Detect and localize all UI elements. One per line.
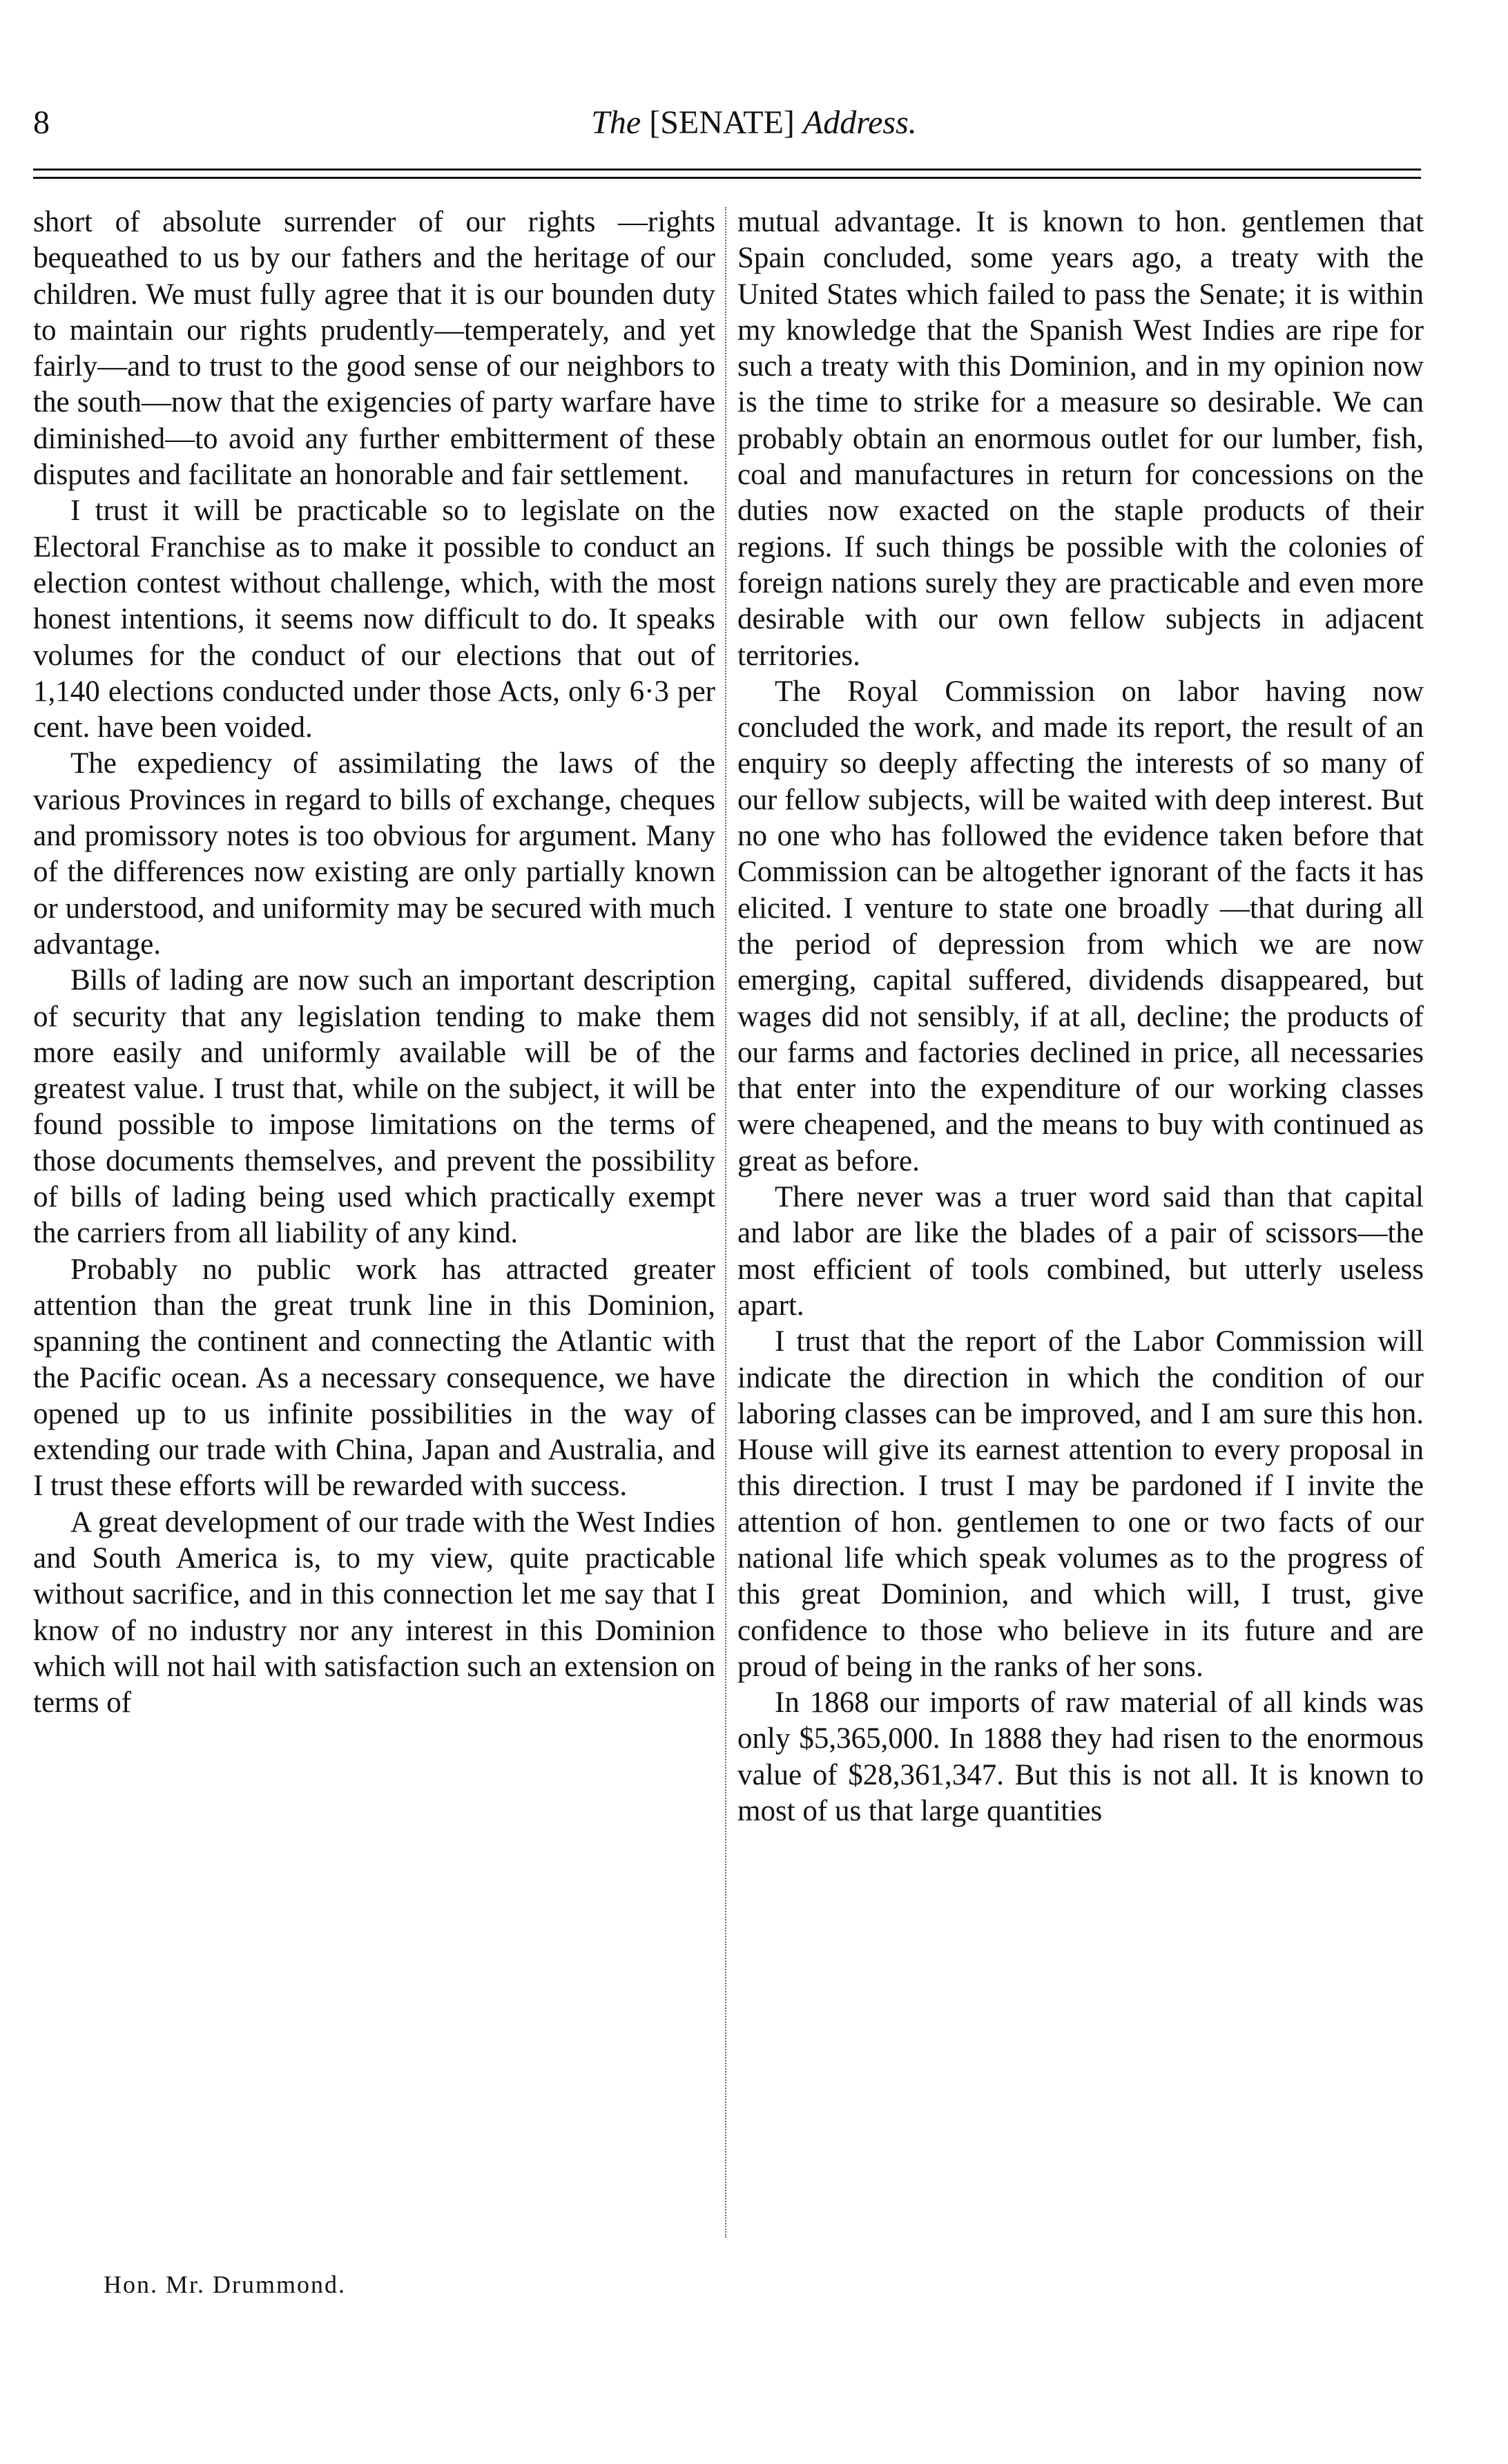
paragraph-left-4: Bills of lading are now such an important description of security that any legislation tending to make them more easily and uniformly available will be of the greatest value. I trust that, while on the subject, it will be found possible to impose limitations on the terms of those documents themselves, and prevent the possibility of bills of lading being used which practically exempt the carriers from all liability of any kind. xyxy=(33,964,715,1250)
paragraph-left-3: The expediency of assimilating the laws of the various Provinces in regard to bills of exchange, cheques and promissory notes is too obvious for argument. Many of the differences now existing are only partially known or understood, and uniformity may be secured with much advantage. xyxy=(33,747,715,961)
paragraph-right-4: I trust that the report of the Labor Commission will indicate the direction in which the condition of our laboring classes can be improved, and I am sure this hon. House will give its earnest attention to every proposal in this direction. I trust I may be pardoned if I invite the attention of hon. gentlemen to one or two facts of our national life which speak volumes as to the progress of this great Dominion, and which will, I trust, give confidence to those who believe in its future and are proud of being in the ranks of her sons. xyxy=(737,1325,1424,1683)
paragraph-right-1: mutual advantage. It is known to hon. gentlemen that Spain concluded, some years ago, a treaty with the United States which failed to pass the Senate; it is within my knowledge that the Spanish West Indies are ripe for such a treaty with this Dominion, and in my opinion now is the time to strike for a measure so desirable. We can probably obtain an enormous outlet for our lumber, fish, coal and manufactures in return for concessions on the duties now exacted on the staple products of their regions. If such things be possible with the colonies of foreign nations surely they are practicable and even more desirable with our own fellow subjects in adjacent territories. xyxy=(737,206,1424,672)
paragraph-left-5: Probably no public work has attracted greater attention than the great trunk line in this Dominion, spanning the continent and connecting the Atlantic with the Pacific ocean. As a necessary consequence, we have opened up to us infinite possibilities in the way of extending our trade with China, Japan and Australia, and I trust these efforts will be rewarded with success. xyxy=(33,1253,715,1503)
paragraph-right-5: In 1868 our imports of raw material of all kinds was only $5,365,000. In 1888 they had risen to the enormous value of $28,361,347. But this is not all. It is known to most of us that large quantities xyxy=(737,1686,1424,1828)
paragraph-right-3: There never was a truer word said than that capital and labor are like the blades of a pair of scissors—the most efficient of tools combined, but utterly useless apart. xyxy=(737,1181,1424,1322)
header-rule-bottom xyxy=(33,177,1421,179)
paragraph-left-1: short of absolute surrender of our rights —rights bequeathed to us by our fathers and the heritage of our children. We must fully agree that it is our bounden duty to maintain our rights prudently—temperately, and yet fairly—and to trust to the good sense of our neighbors to the south—now that the exigencies of party warfare have diminished—to avoid any further embitterment of these disputes and facilitate an honorable and fair settlement. xyxy=(33,206,715,492)
paragraph-right-2: The Royal Commission on labor having now concluded the work, and made its report, the result of an enquiry so deeply affecting the interests of so many of our fellow subjects, will be waited with deep interest. But no one who has followed the evidence taken before that Commission can be altogether ignorant of the facts it has elicited. I venture to state one broadly —that during all the period of depression from which we are now emerging, capital suffered, dividends disappeared, but wages did not sensibly, if at all, decline; the products of our farms and factories declined in price, all necessaries that enter into the expenditure of our working classes were cheapened, and the means to buy with continued as great as before. xyxy=(737,675,1424,1177)
right-column xyxy=(737,204,1424,2235)
running-head-suffix: Address. xyxy=(802,104,917,141)
footer-signature: Hon. Mr. Drummond. xyxy=(104,2271,346,2298)
left-column xyxy=(33,204,715,2235)
header-rule-top xyxy=(33,169,1421,171)
running-head xyxy=(0,104,1508,142)
paragraph-left-2: I trust it will be practicable so to legislate on the Electoral Franchise as to make it possible to conduct an election contest without challenge, which, with the most honest intentions, it seems now difficult to do. It speaks volumes for the conduct of our elections that out of 1,140 elections conducted under those Acts, only 6·3 per cent. have been voided. xyxy=(33,494,715,744)
running-head-prefix: The xyxy=(591,104,641,141)
column-divider xyxy=(725,207,726,2237)
paragraph-left-6: A great development of our trade with the West Indies and South America is, to my view, quite practicable without sacrifice, and in this connection let me say that I know of no industry nor any interest in this Dominion which will not hail with satisfaction such an extension on terms of xyxy=(33,1505,715,1720)
page-number: 8 xyxy=(33,104,50,141)
running-head-middle: [SENATE] xyxy=(641,104,803,141)
